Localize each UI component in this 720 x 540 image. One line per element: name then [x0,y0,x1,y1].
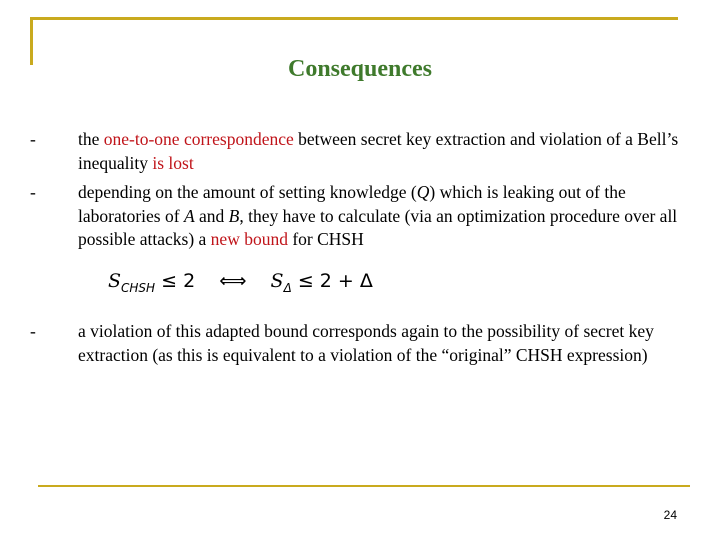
highlight-text: one-to-one correspondence [103,129,294,149]
equivalence-arrow: ⟺ [219,270,247,292]
frame-bottom-line [38,485,690,487]
bullet-dash: - [30,129,36,149]
slide-title [0,56,720,83]
bullet-text [78,181,698,252]
body-text: and [194,205,229,226]
highlight-text: is lost [152,152,194,173]
body-text: , they have to calculate (via an optimization procedure over all possible attacks) a [78,205,678,249]
slide-title-text: Consequences [287,56,432,82]
equation-rhs-sub: Δ [283,280,292,295]
equation-lhs-sub: CHSH [121,280,156,295]
bullet-text [78,128,698,175]
body-text: ) which is leaking out of the laboratories of [78,182,626,226]
bullet-dash: - [30,182,36,202]
body-text: depending on the amount of setting knowledge ( [78,182,417,202]
frame-top-line [30,17,678,20]
highlight-text: new bound [210,229,288,249]
equation-rhs-var: S [270,270,284,292]
body-text: between secret key extraction and violation of a Bell’s inequality [78,129,679,173]
body-text: for CHSH [287,229,364,249]
bullet-dash: - [30,321,36,341]
body-text: Q [416,182,430,202]
equation-lhs-var: S [108,270,122,292]
page-number: 24 [663,508,677,522]
equation-rhs-rel: ≤ 2 + Δ [297,270,373,292]
body-text: a violation of this adapted bound corresponds again to the possibility of secret key extraction (as this is equivalent to a violation of the “original” CHSH expression) [78,321,654,365]
body-text: A [183,205,195,226]
equation-lhs-rel: ≤ 2 [161,270,196,292]
bullet-text [78,320,698,367]
chsh-equation [108,270,373,295]
body-text: the [78,129,104,149]
body-text: B [228,205,240,226]
